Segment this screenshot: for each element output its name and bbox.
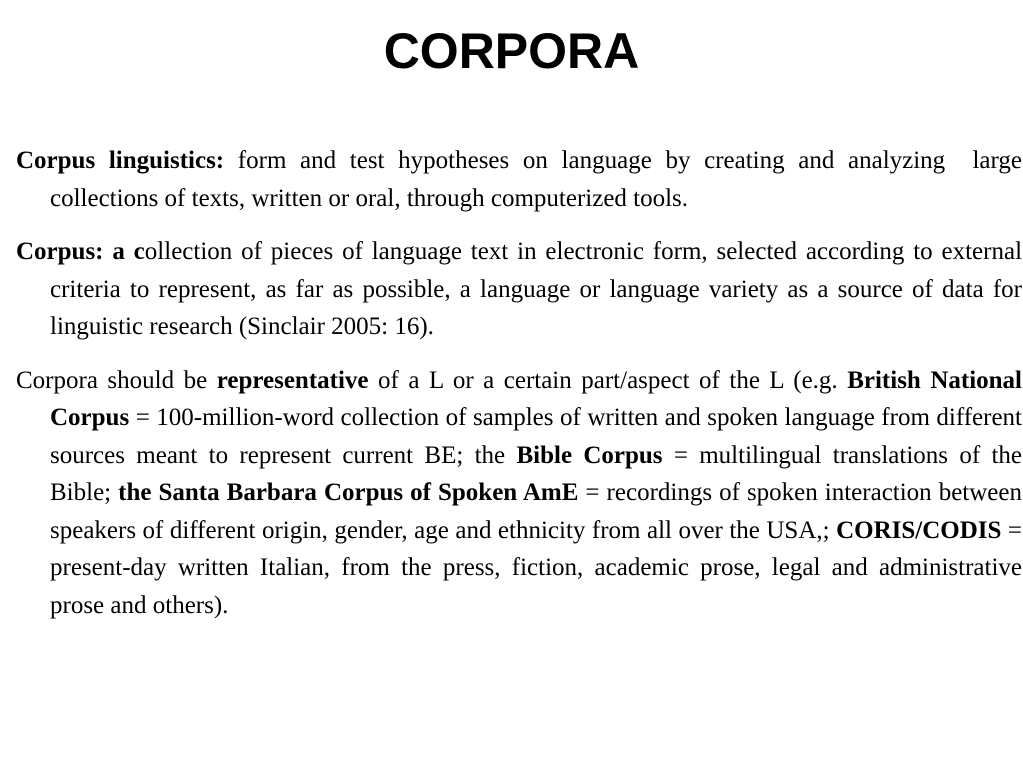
definition-text: ollection of pieces of language text in electronic form, selected according to external criteria to represent, as far as possible, a language or language variety as a source of data for linguistic research (Sinclair 2005: 16). bbox=[50, 238, 1023, 340]
term-corpus: Corpus: a c bbox=[16, 238, 145, 265]
body-text: = 100-million-word collection of samples of written and spoken language from different sources meant to represent current BE; the bbox=[50, 404, 1022, 469]
body-text: = present-day written Italian, from the press, fiction, academic prose, legal and administrative prose and others). bbox=[50, 516, 1022, 619]
body-text: = multilingual translations of the Bible; bbox=[50, 441, 1022, 506]
definition-text: form and test hypotheses on language by creating and analyzing large collections of texts, written or oral, through computerized tools. bbox=[50, 147, 1022, 212]
term-corpus-linguistics: Corpus linguistics: bbox=[16, 147, 225, 174]
body-text: Corpora should be bbox=[16, 366, 217, 394]
corpus-name-bible: Bible Corpus bbox=[516, 441, 663, 469]
corpus-name-coris-codis: CORIS/CODIS bbox=[836, 516, 1002, 544]
term-representative: representative bbox=[216, 366, 369, 394]
corpus-name-santa-barbara: the Santa Barbara Corpus of Spoken AmE bbox=[118, 479, 579, 506]
representativeness-paragraph bbox=[16, 362, 1022, 625]
definition-corpus bbox=[16, 233, 1022, 346]
body-text: of a L or a certain part/aspect of the L (e.g. bbox=[368, 366, 848, 394]
slide-title: CORPORA bbox=[383, 23, 640, 79]
slide-body bbox=[16, 142, 1022, 640]
definition-corpus-linguistics bbox=[16, 142, 1022, 217]
corpus-name-bnc: British National Corpus bbox=[50, 366, 1023, 431]
body-text: = recordings of spoken interaction between speakers of different origin, gender, age and ethnicity from all over the USA,; bbox=[50, 479, 1022, 544]
